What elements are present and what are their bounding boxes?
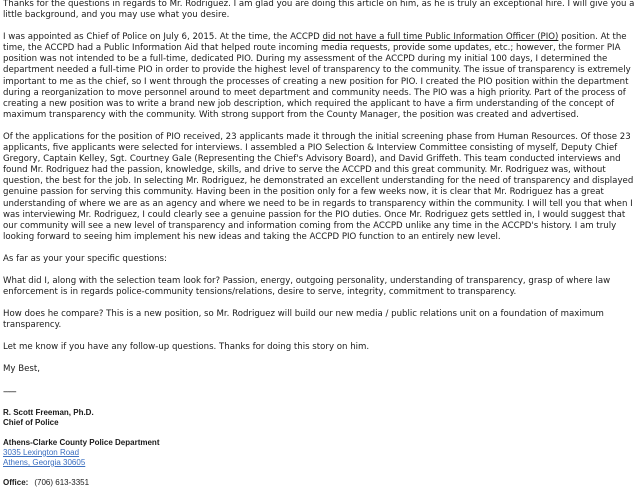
paragraph-background bbox=[3, 32, 637, 121]
office-phone-number[interactable]: (706) 613-3351 bbox=[34, 477, 90, 487]
paragraph-followup: Let me know if you have any follow-up questions. Thanks for doing this story on him. bbox=[3, 342, 370, 353]
signature-department: Athens-Clarke County Police Department bbox=[3, 437, 160, 447]
paragraph-questions-intro: As far as your your specific questions: bbox=[3, 253, 167, 264]
paragraph-question-2: How does he compare? This is a new position, so Mr. Rodriguez will build our new media / public relations unit on a foundation of maximum transparency. bbox=[3, 309, 604, 331]
paragraph-intro: Thanks for the questions in regards to Mr. Rodriguez. I am glad you are doing this article on him, as he is truly an exceptional hire. I will give you a little background, and you may use what you desire. bbox=[3, 0, 635, 21]
closing-line: My Best, bbox=[3, 364, 40, 375]
background-text-start: I was appointed as Chief of Police on July 6, 2015. At the time, the ACCPD bbox=[3, 32, 323, 43]
paragraph-question-1: What did I, along with the selection team look for? Passion, energy, outgoing personality, understanding of transparency, grasp of where law enforcement is in regards police-community tensions/relations, desire to serve, integrity, commitment to transparency. bbox=[3, 275, 611, 298]
office-label: Office: bbox=[3, 477, 29, 487]
address-link-line-2[interactable]: Athens, Georgia 30605 bbox=[3, 457, 86, 467]
signature-block bbox=[3, 387, 637, 488]
background-underlined-text: did not have a full time Public Information Officer (PIO) bbox=[322, 32, 559, 43]
paragraph-selection: Of the applications for the position of PIO received, 23 applicants made it through the initial screening phase from Human Resources. Of those 23 applicants, five applicants were selected for interviews. I assembled a PIO Selection & Interview Committee consisting of myself, Deputy Chief Gregory, Captain Kelley, Sgt. Courtney Gale (Representing the Chief's Advisory Board), and David Griffeth. This team conducted interviews and found Mr. Rodriguez had the passion, knowledge, skills, and drive to serve the ACCPD and this great community. Mr. Rodriguez was, without question, the best for the job. In selecting Mr. Rodriguez, he demonstrated an excellent understanding for the need of transparency and displayed genuine passion for serving this community. Having been in the position only for a few weeks now, it is clear that Mr. Rodriguez has a great understanding of where we are as an agency and where we need to be in regards to transparency within the community. I will tell you that when I was interviewing Mr. Rodriguez, I could clearly see a genuine passion for the PIO duties. Once Mr. Rodriguez gets settled in, I would suggest that our community will see a new level of transparency and information coming from the ACCPD unlike any time in the ACCPD's history. I am truly looking forward to seeing him implement his new ideas and taking the ACCPD PIO function to an entirely new level. bbox=[3, 131, 634, 242]
signature-title: Chief of Police bbox=[3, 417, 59, 427]
address-link-line-1[interactable]: 3035 Lexington Road bbox=[3, 447, 80, 457]
signature-separator: ------ bbox=[3, 386, 16, 397]
signature-name: R. Scott Freeman, Ph.D. bbox=[3, 407, 94, 417]
background-text-end: position. At the time, the ACCPD had a Public Information Aid that helped route incoming media requests, provide some updates, etc.; however, the former PIA position was not intended to be a full-time, dedicated PIO. During my assessment of the ACCPD during my initial 100 days, I determined the department needed a full-time PIO in order to provide the highest level of transparency to the community. The issue of transparency is extremely important to me as the chief, so I went through the processes of creating a new position for PIO. I created the PIO position within the department during a reorganization to move personnel around to meet department and community needs. The PIO was a high priority. Part of the process of creating a new position was to write a brand new job description, which required the applicant to have a firm understanding of the concept of maximum transparency with the community. With strong support from the County Manager, the position was created and advertised. bbox=[3, 32, 631, 120]
office-phone-row bbox=[3, 478, 637, 488]
